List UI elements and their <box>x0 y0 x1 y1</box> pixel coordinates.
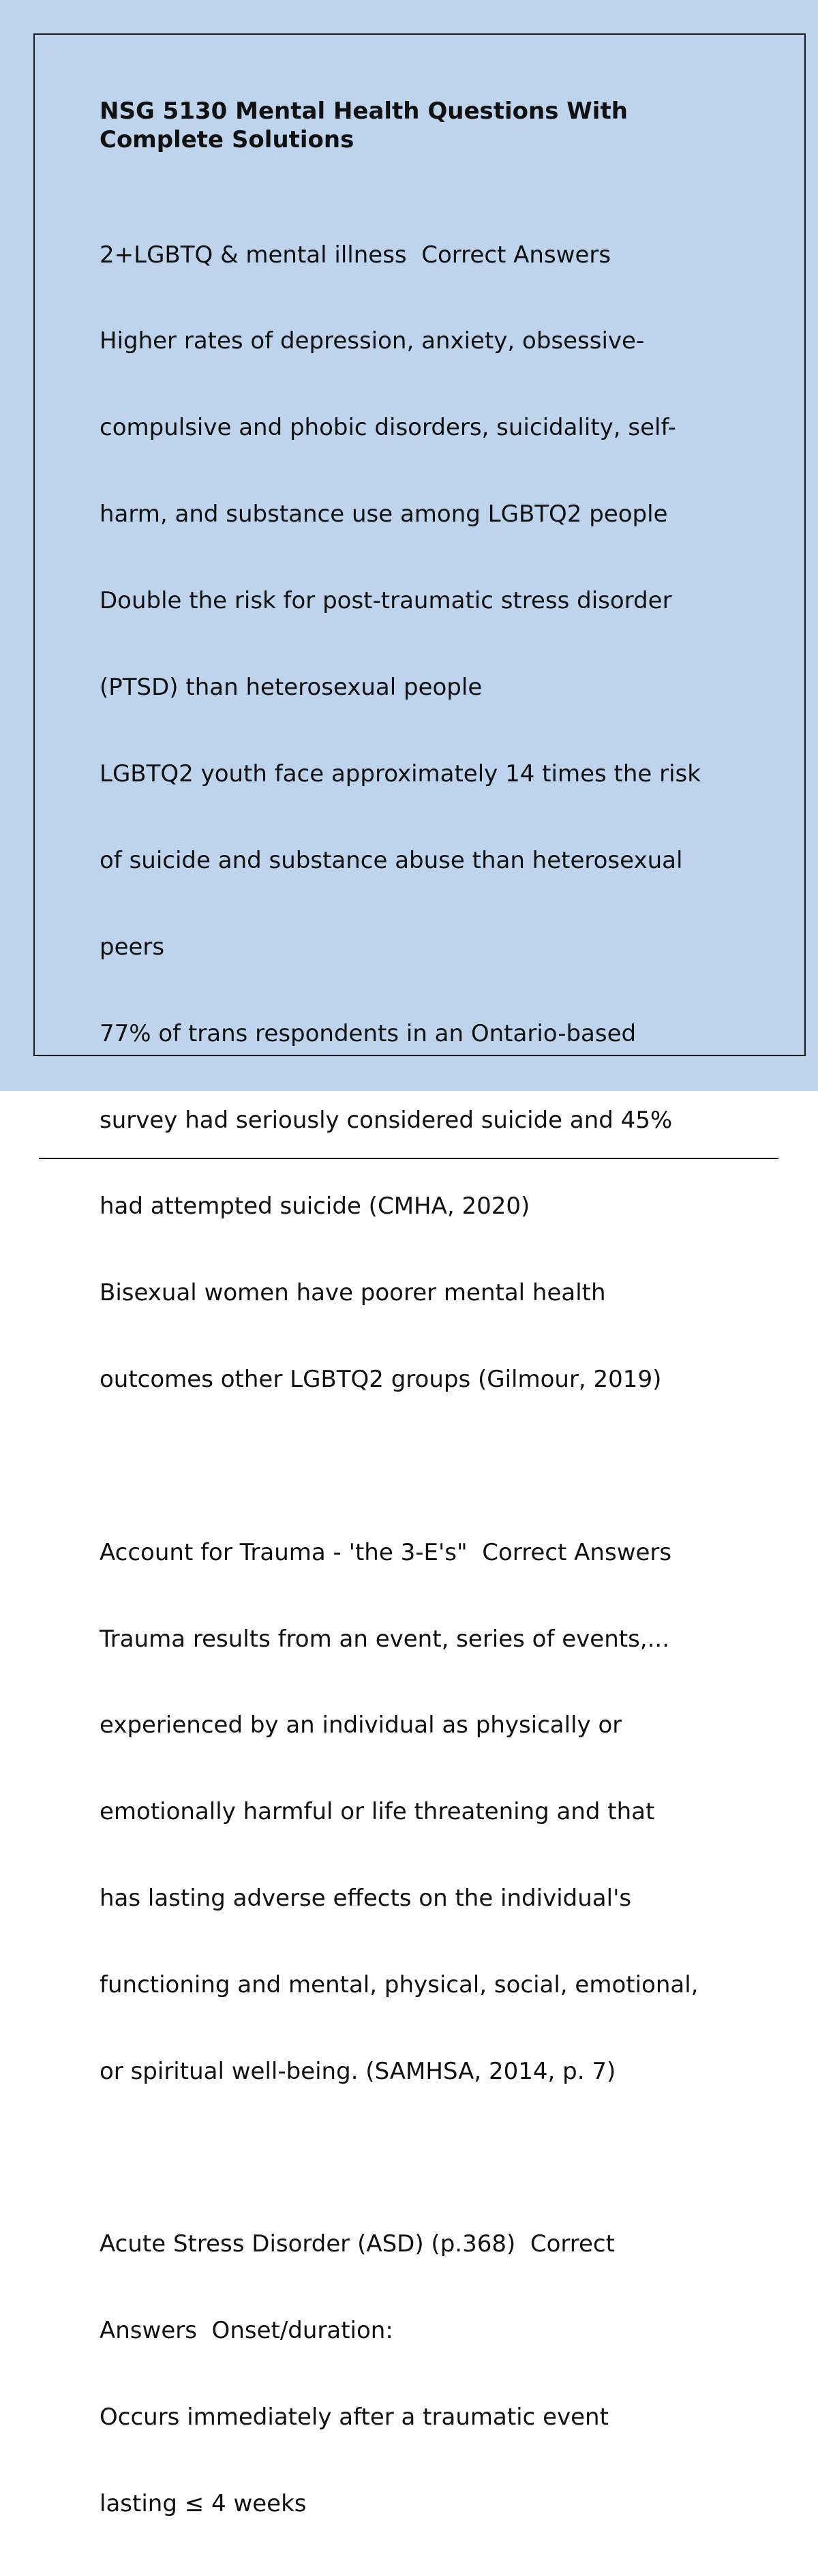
qa-entry-lgbtq-mental-illness <box>100 183 781 1452</box>
qa-line: 77% of trans respondents in an Ontario-based <box>100 1019 637 1047</box>
qa-line: emotionally harmful or life threatening and that <box>100 1798 655 1826</box>
qa-line: experienced by an individual as physically or <box>100 1711 622 1739</box>
qa-line: had attempted suicide (CMHA, 2020) <box>100 1193 530 1220</box>
qa-line: harm, and substance use among LGBTQ2 people <box>100 500 668 528</box>
qa-line: Occurs immediately after a traumatic event <box>100 2403 609 2431</box>
qa-entry-account-for-trauma <box>100 1480 781 2144</box>
qa-line: outcomes other LGBTQ2 groups (Gilmour, 2019) <box>100 1366 662 1394</box>
qa-line: Account for Trauma - 'the 3-E's" Correct Answers <box>100 1538 672 1566</box>
qa-line: functioning and mental, physical, social, emotional, <box>100 1971 699 1999</box>
qa-line: compulsive and phobic disorders, suicidality, self- <box>100 414 676 442</box>
qa-line: of suicide and substance abuse than heterosexual <box>100 846 683 874</box>
document-content <box>100 97 781 2576</box>
qa-line: Bisexual women have poorer mental health <box>100 1279 606 1307</box>
qa-entry-acute-stress-disorder <box>100 2172 781 2576</box>
qa-line: LGBTQ2 youth face approximately 14 times the risk <box>100 760 701 788</box>
qa-line: Higher rates of depression, anxiety, obsessive- <box>100 327 645 355</box>
qa-line: 2+LGBTQ & mental illness Correct Answers <box>100 241 611 269</box>
qa-line: Trauma results from an event, series of events,... <box>100 1625 670 1653</box>
qa-line: Acute Stress Disorder (ASD) (p.368) Correct <box>100 2230 615 2258</box>
qa-line: Answers Onset/duration: <box>100 2317 393 2345</box>
qa-line: survey had seriously considered suicide and 45% <box>100 1106 673 1134</box>
qa-line: or spiritual well-being. (SAMHSA, 2014, p. 7) <box>100 2058 616 2085</box>
qa-line: (PTSD) than heterosexual people <box>100 674 483 702</box>
footer-divider <box>39 1158 778 1159</box>
qa-line: Double the risk for post-traumatic stress disorder <box>100 587 672 615</box>
document-title: NSG 5130 Mental Health Questions With Complete Solutions <box>100 98 628 153</box>
qa-line: peers <box>100 933 165 961</box>
qa-line: has lasting adverse effects on the individual's <box>100 1885 632 1913</box>
qa-line: lasting ≤ 4 weeks <box>100 2490 307 2518</box>
